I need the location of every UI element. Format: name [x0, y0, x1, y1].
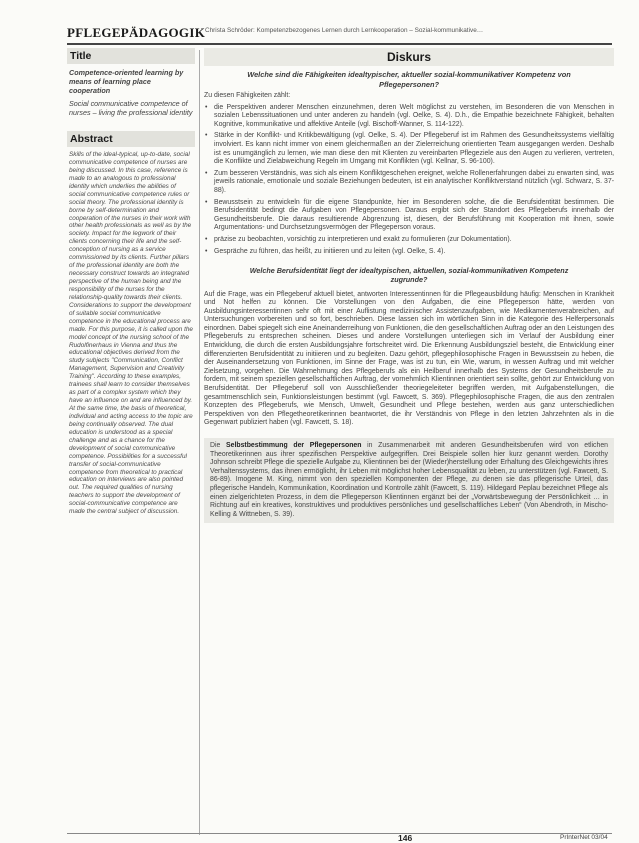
abstract-text: Skills of the ideal-typical, up-to-date, social communicative competence of nurses are being discussed. In this case, reference is made to an analogous to professional identity which underlies the abilities of social communicative competence rules or social theory. The professional identity is borne by self-determination and cooperation of the nurses in their work with other health professionals as well as by the society. Impact for the legwork of their clients concerning their life and the self-conception of nursing as a service commissioned by its clients. Further pillars of the professional identity are both the necessary construct towards an integrated perspective of the human being and the responsibility of the nurses for the relationship-quality towards their clients. Considerations to support the development of suitable social communicative competence in the educational process are made. For this purpose, it is called upon the model concept of the nursing school of the Rudolfinerhaus in Vienna and thus the educational objectives derived from the study subjects "Communication, Conflict Management, Supervision and Creativity Training". According to these examples, trainees shall learn to consider themselves as part of a complex system which they have an influence on and are influenced by. At the same time, the basis of theoretical, individual and acting access to the topic are being continually observed. The dual education is understood as a special challenge and as a chance for the development of social communicative competence. Possibilities for a successful transfer of social-communicative competence from theoretical to practical education on interviews are also pointed out. The required qualities of nursing teachers to support the development of social-communicative competence are made the central subject of discussion.: [69, 151, 193, 516]
list-item: • Gespräche zu führen, das heißt, zu initiieren und zu leiten (vgl. Oelke, S. 4).: [204, 248, 614, 257]
running-title: Christa Schröder: Kompetenzbezogenes Lernen durch Lernkooperation – Sozial-kommunikative…: [205, 27, 484, 34]
list-item: • Bewusstsein zu entwickeln für die eigene Standpunkte, hier im Besonderen solche, die die Berufsidentität bestimmen. Die Berufsidentität bedingt die Aufgaben von Pflegepersonen. Daraus ergibt sich der Standort des Pflegeberufs innerhalb der Gesundheitsberufe. Die daraus resultierende Abgrenzung ist, diesen, der Berufsführung mit Kooperation mit ihnen, sowie Argumentations- und Durchsetzungsvermögen der Pflegeperson voraus.: [204, 199, 614, 233]
skills-list: [204, 104, 614, 257]
abstract-heading: Abstract: [67, 131, 195, 147]
question-1: Welche sind die Fähigkeiten idealtypischer, aktueller sozial-kommunikativer Kompetenz von Pflegepersonen?: [247, 70, 571, 89]
english-subtitle: Social communicative competence of nurses – living the professional identity: [69, 99, 193, 117]
right-column: [204, 48, 614, 523]
journal-issue: PrInterNet 03/04: [560, 834, 608, 841]
column-divider: [199, 50, 200, 835]
box-lead-term: Selbstbestimmung der Pflegepersonen: [226, 442, 362, 449]
section-heading: Diskurs: [204, 48, 614, 66]
intro-text: Zu diesen Fähigkeiten zählt:: [204, 92, 291, 99]
question-2: Welche Berufsidentität liegt der idealtypischen, aktuellen, sozial-kommunikativen Kompetenz zugrunde?: [249, 266, 569, 285]
list-item: • Zum besseren Verständnis, was sich als einem Konfliktgeschehen ereignet, welche Rollenerfahrungen dabei zu erwarten sind, was jeweils rationale, emotionale und soziale Beziehungen bedeuten, ist ein analytischer Konfliktverstand nützlich (vgl. Schwarz, S. 37-88).: [204, 170, 614, 196]
box-text: in Zusammenarbeit mit anderen Gesundheitsberufen wird von etlichen Theoretikerinnen aus ihrer spezifischen Perspektive aufgegriffen. Drei Beispiele sollen hier kurz genannt werden. Dorothy Johnson schreibt Pflege die spezielle Aufgabe zu, Klientinnen bei der (Wieder)herstellung oder Erhaltung des Gleichgewichts ihres Verhaltenssystems, das ihnen ermöglicht, ihr Leben mit möglichst hoher Lebensqualität zu leben, zu unterstützen (vgl. Fawcett, S. 86-89). Imogene M. King, nimmt von den speziellen Komponenten der Pflege, zu denen sie das pflegerische Urteil, das pflegerische Handeln, Kommunikation, Koordination und Kontrolle zählt (Fawcett, S. 119). Hildegard Peplau bezeichnet Pflege als einen zielgerichteten Prozess, in dem die Pflegeperson Klientinnen ergänzt bei der „Vorwärtsbewegung der Persönlichkeit … in Richtung auf ein kreatives, konstruktives und produktives persönliches und gesellschaftliches Leben“ (Von Abendroth, in Mischo-Kelling & Wittneben, S. 39).: [210, 442, 608, 518]
left-column: [67, 48, 195, 736]
list-item: • präzise zu beobachten, vorsichtig zu interpretieren und exakt zu formulieren (zur Dokumentation).: [204, 236, 614, 245]
box-lead-article: Die: [210, 442, 221, 449]
footer-rule: [67, 833, 612, 834]
page-number: 146: [398, 833, 413, 843]
list-item: • Stärke in der Konflikt- und Kritikbewältigung (vgl. Oelke, S. 4). Der Pflegeberuf ist im Rahmen des Gesundheitssystems vielfältig involviert. Es kann nicht immer von einem gleichermaßen an der Zielerreichung orientierten Team ausgegangen werden. Deshalb ist es unumgänglich zu lernen, wie man diese den mit Klienten zu vereinbarten Pflegeziele aus den Augen zu verlieren, vertreten, die Konflikte und Zielabweichung Regeln im Umgang mit Konflikten (vgl. Kellnar, S. 96-100).: [204, 132, 614, 166]
journal-logo: PFLEGEPÄDAGOGIK: [67, 25, 206, 40]
title-heading: Title: [67, 48, 195, 64]
header-rule: [67, 43, 612, 45]
highlight-box: [204, 438, 614, 523]
list-item: • die Perspektiven anderer Menschen einzunehmen, deren Welt möglichst zu verstehen, im Besonderen die von Menschen in sozialen Lebenssituationen und unter anderen zu handeln (vgl. Oelke, S. 4). D.h., die Empathie bezeichnete Fähigkeit, behalten Kognitive, kommunikative und affektive Anteile (vgl. Bischoff-Wanner, S. 114-122).: [204, 104, 614, 130]
english-title: Competence-oriented learning by means of learning place cooperation: [69, 68, 184, 95]
body-paragraph: Auf die Frage, was ein Pflegeberuf aktuell bietet, antworten Interessentinnen für die Pflegeausbildung häufig: Menschen in Krankheit und Not helfen zu können. Die Vorstellungen von den Aufgaben, die eine Pflegeperson hätte, werden von Ausbildungsinteressentinnen sehr oft mit einer Auflistung medizinischer Assistenzaufgaben, wie Medikamentenverabreichen, auf Untersuchungen vorbereiten und so fort, beschrieben. Diese lassen sich im wörtlichen Sinn in die Kategorie des Helferpersonals einordnen. Dabei spiegelt sich eine Aneinanderreihung von Funktionen, die den gesellschaftlichen Auftrag oder an den Leistungen des Pflegeberufs zu entsprechen scheinen. Dieses und andere Vorstellungen unterliegen sich im Verlauf der Ausbildung einer Entwicklung, die durch die ersten Ausbildungsjahre fortschreitet wird. Die Erkennung Ausbildungsziel besteht, die Entwicklung einer differenzierten Berufsidentität zu initiieren und zu begleiten. Dazu gehört, pflegephilosophische Fragen in Bewusstsein zu heben, die der Auseinandersetzung von Funktionen, im Sinne der Frage, was ist zu tun, ein Wie, warum, in wessen Auftrag und mit welcher Zielsetzung, vorgehen. Die Wahrnehmung des Pflegeberufs als ein Heilberuf innerhalb des Systems der Gesundheitsberufe zu fordern, mit seinem speziellen gesellschaftlichen Auftrag, der vornehmlich Klientinnen orientiert sein sollte, gehört zur Entwicklung von Berufsidentität. Der Pflegeberuf soll von Ausschließender theoriegeleiteter begriffen werden, mit Aufgabenstellungen, die gesamtmenschlich sein, Funktionsleistungen bestimmt (vgl. Fawcett, S. 369). Pflegephilosophische Fragen, die aus den zentralen Konzepten des Pflegeberufs, wie Mensch, Umwelt, Gesundheit und Pflege bestehen, werden aus ganz unterschiedlichen Perspektiven von den Pflegetheoretikerinnen beantwortet, die ihr Verständnis von Pflege in den letzten Jahrzehnten als in die Gegenwart publiziert haben (vgl. Fawcett, S. 18).: [204, 290, 614, 427]
